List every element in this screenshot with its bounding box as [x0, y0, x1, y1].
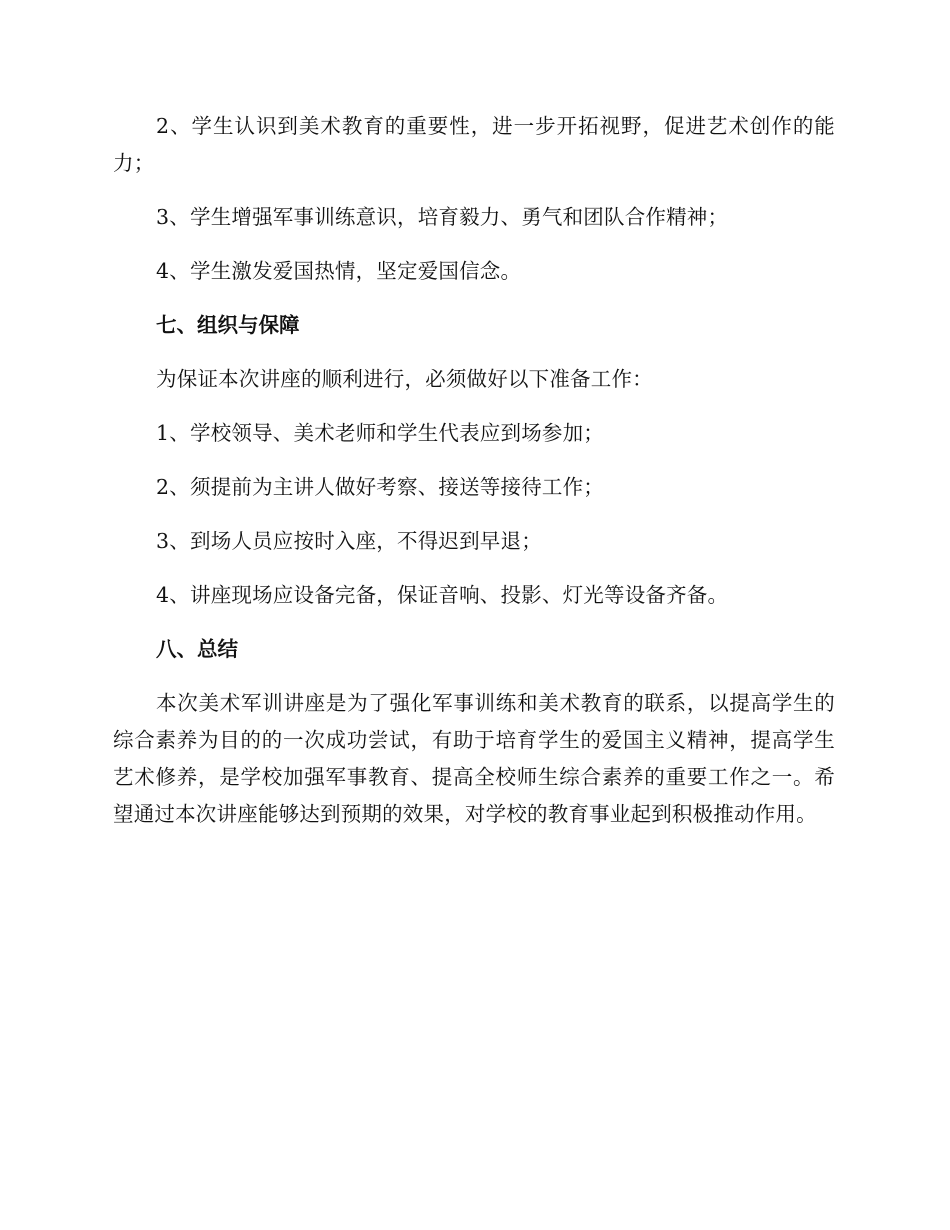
section-heading-organization: 七、组织与保障 — [156, 313, 300, 337]
document-page — [113, 108, 835, 850]
outcome-item-3: 3、学生增强军事训练意识，培育毅力、勇气和团队合作精神； — [156, 205, 729, 229]
organization-item-4: 4、讲座现场应设备完备，保证音响、投影、灯光等设备齐备。 — [156, 583, 729, 607]
summary-paragraph: 本次美术军训讲座是为了强化军事训练和美术教育的联系，以提高学生的综合素养为目的的一次成功尝试，有助于培育学生的爱国主义精神，提高学生艺术修养，是学校加强军事教育、提高全校师生综合素养的重要工作之一。希望通过本次讲座能够达到预期的效果，对学校的教育事业起到积极推动作用。 — [113, 691, 835, 826]
organization-intro: 为保证本次讲座的顺利进行，必须做好以下准备工作： — [156, 367, 653, 391]
organization-item-3: 3、到场人员应按时入座，不得迟到早退； — [156, 529, 542, 553]
section-heading-summary: 八、总结 — [156, 637, 239, 661]
organization-item-2: 2、须提前为主讲人做好考察、接送等接待工作； — [156, 475, 604, 499]
organization-item-1: 1、学校领导、美术老师和学生代表应到场参加； — [156, 421, 604, 445]
outcome-item-2: 2、学生认识到美术教育的重要性，进一步开拓视野，促进艺术创作的能力； — [113, 114, 835, 175]
outcome-item-4: 4、学生激发爱国热情，坚定爱国信念。 — [156, 259, 522, 283]
